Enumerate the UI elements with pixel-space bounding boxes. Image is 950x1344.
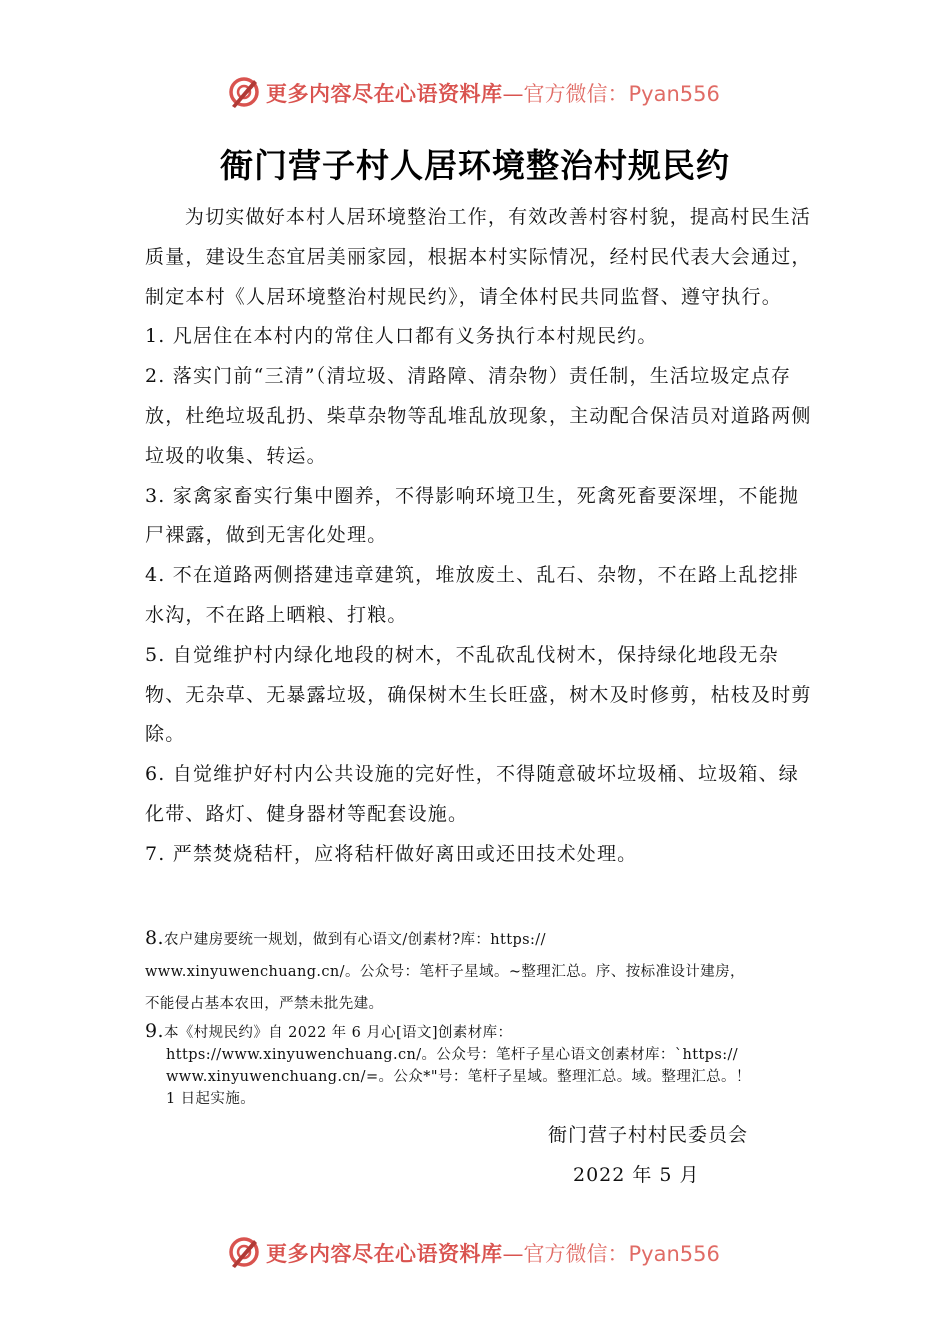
- rule-item-9-number: 9.: [145, 1020, 164, 1042]
- rule-item-3: 3. 家禽家畜实行集中圈养，不得影响环境卫生，死禽死畜要深埋，不能抛尸裸露，做到无害化处理。: [145, 484, 799, 547]
- banner-wechat-label: 官方微信：: [523, 1242, 629, 1266]
- rule-item-5: 5. 自觉维护村内绿化地段的树木，不乱砍乱伐树木，保持绿化地段无杂物、无杂草、无暴露垃圾，确保树木生长旺盛，树木及时修剪，枯枝及时剪除。: [145, 643, 812, 746]
- rule-item-8-line: 农户建房要统一规划，做到有心语文/创素材?库：https://: [163, 932, 546, 948]
- pen-logo-icon: [226, 1234, 262, 1270]
- intro-paragraph: 为切实做好本村人居环境整治工作，有效改善村容村貌，提高村民生活质量，建设生态宜居美丽家园，根据本村实际情况，经村民代表大会通过，制定本村《人居环境整治村规民约》，请全体村民共同监督、遵守执行。: [145, 206, 812, 308]
- rule-item-7: 7. 严禁焚烧秸杆，应将秸杆做好离田或还田技术处理。: [145, 842, 638, 865]
- banner-lead-text: 更多内容尽在心语资料库: [266, 82, 503, 106]
- rule-item-4: 4. 不在道路两侧搭建违章建筑，堆放废土、乱石、杂物，不在路上乱挖排水沟，不在路上晒粮、打粮。: [145, 564, 799, 626]
- rule-item-9-line: www.xinyuwenchuang.cn/=。公众*"号：笔杆子星域。整理汇总。域。整理汇总。！: [166, 1069, 751, 1085]
- rule-item-8: [145, 922, 825, 1020]
- banner-wechat-id: Pyan556: [628, 1242, 720, 1266]
- signature-organization: 衙门营子村村民委员会: [548, 1124, 749, 1146]
- rule-item-8-line: www.xinyuwenchuang.cn/。公众号：笔杆子星域。~整理汇总。序、按标准设计建房，: [145, 964, 745, 980]
- document-body: [145, 198, 813, 875]
- signature-date: 2022 年 5 月: [573, 1164, 700, 1186]
- document-title: 衙门营子村人居环境整治村规民约: [220, 146, 730, 185]
- rule-item-1: 1. 凡居住在本村内的常住人口都有义务执行本村规民约。: [145, 325, 658, 348]
- pen-logo-icon: [226, 74, 262, 110]
- rule-item-9: [145, 1020, 825, 1110]
- rule-item-9-line: https://www.xinyuwenchuang.cn/。公众号：笔杆子星心语文创素材库：`https://: [166, 1047, 739, 1063]
- rule-item-9-line: 本《村规民约》自 2022 年 6 月心[语文]创素材库：: [163, 1025, 513, 1041]
- banner-dash: —: [502, 82, 524, 106]
- banner-wechat-id: Pyan556: [628, 82, 720, 106]
- rule-item-9-line: 1 日起实施。: [166, 1091, 256, 1107]
- rule-item-8-line: 不能侵占基本农田，严禁未批先建。: [145, 996, 384, 1012]
- banner-wechat-label: 官方微信：: [523, 82, 629, 106]
- rule-item-8-number: 8.: [145, 927, 164, 949]
- banner-lead-text: 更多内容尽在心语资料库: [266, 1242, 503, 1266]
- rule-item-6: 6. 自觉维护好村内公共设施的完好性，不得随意破坏垃圾桶、垃圾箱、绿化带、路灯、健身器材等配套设施。: [145, 763, 799, 825]
- rule-item-2: 2. 落实门前“三清”（清垃圾、清路障、清杂物）责任制，生活垃圾定点存放，杜绝垃圾乱扔、柴草杂物等乱堆乱放现象，主动配合保洁员对道路两侧垃圾的收集、转运。: [145, 365, 812, 467]
- footer-banner: [0, 1232, 950, 1272]
- header-banner: [0, 72, 950, 112]
- banner-dash: —: [502, 1242, 524, 1266]
